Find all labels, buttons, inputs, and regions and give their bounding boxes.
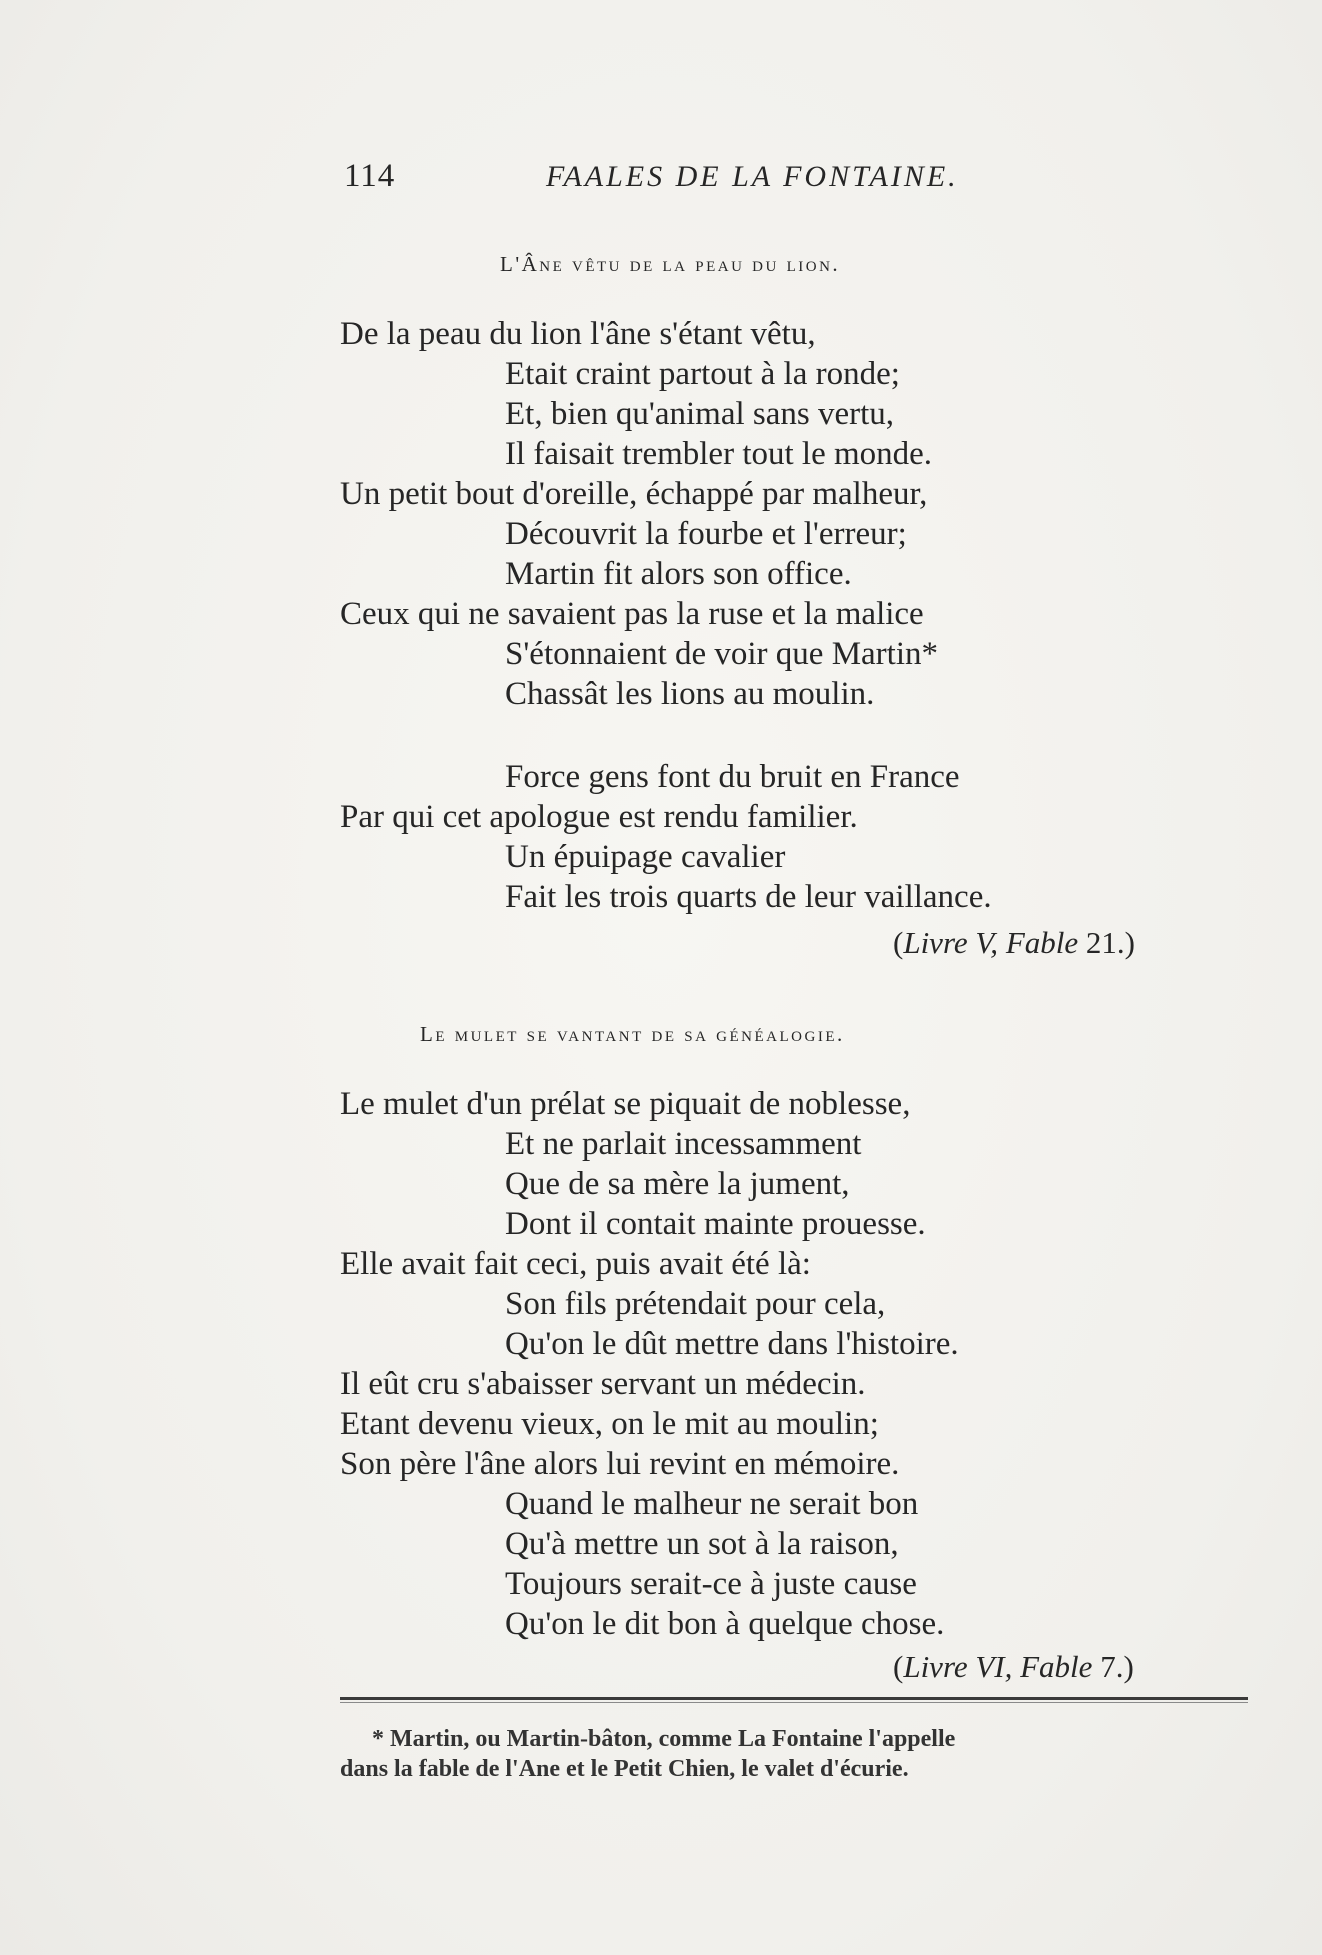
verse-line: Il eût cru s'abaisser servant un médecin. <box>340 1366 866 1402</box>
verse-line: Ceux qui ne savaient pas la ruse et la malice <box>340 596 924 632</box>
verse-line: Il faisait trembler tout le monde. <box>505 436 933 472</box>
verse-line: Qu'on le dit bon à quelque chose. <box>505 1606 945 1642</box>
ref-number: 21. <box>1085 925 1125 960</box>
fable-title-1: L'Âne vêtu de la peau du lion. <box>500 252 841 276</box>
verse-line: Et, bien qu'animal sans vertu, <box>505 396 895 432</box>
fable-title-2: Le mulet se vantant de sa généalogie. <box>420 1022 845 1046</box>
verse-line: S'étonnaient de voir que Martin* <box>505 636 939 672</box>
verse-line: Chassât les lions au moulin. <box>505 676 875 712</box>
page-header <box>344 158 1244 208</box>
footnote-rule-thin <box>340 1702 1248 1703</box>
verse-line: De la peau du lion l'âne s'étant vêtu, <box>340 316 816 352</box>
verse-line: Elle avait fait ceci, puis avait été là: <box>340 1246 811 1282</box>
verse-line: Et ne parlait incessamment <box>505 1126 862 1162</box>
verse-line: Un épuipage cavalier <box>505 839 786 875</box>
verse-line: Etait craint partout à la ronde; <box>505 356 900 392</box>
verse-line: Par qui cet apologue est rendu familier. <box>340 799 858 835</box>
verse-line: Qu'à mettre un sot à la raison, <box>505 1526 899 1562</box>
verse-line: Le mulet d'un prélat se piquait de noblesse, <box>340 1086 911 1122</box>
verse-line: Toujours serait-ce à juste cause <box>505 1566 917 1602</box>
verse-line: Que de sa mère la jument, <box>505 1166 850 1202</box>
page-number: 114 <box>344 158 396 194</box>
running-title: FAALES DE LA FONTAINE. <box>546 160 959 193</box>
ref-book: Livre V, <box>903 925 999 960</box>
footnote-line-2: dans la fable de l'Ane et le Petit Chien, le valet d'écurie. <box>340 1756 909 1782</box>
verse-line: Etant devenu vieux, on le mit au moulin; <box>340 1406 879 1442</box>
verse-line: Son père l'âne alors lui revint en mémoire. <box>340 1446 900 1482</box>
ref-fable: Fable <box>1020 1649 1093 1684</box>
verse-line: Martin fit alors son office. <box>505 556 852 592</box>
verse-line: Qu'on le dût mettre dans l'histoire. <box>505 1326 959 1362</box>
verse-line: Quand le malheur ne serait bon <box>505 1486 919 1522</box>
verse-line: Dont il contait mainte prouesse. <box>505 1206 926 1242</box>
verse-line: Fait les trois quarts de leur vaillance. <box>505 879 992 915</box>
fable-reference-1: (Livre V, Fable 21.) <box>893 925 1135 960</box>
verse-line: Son fils prétendait pour cela, <box>505 1286 886 1322</box>
ref-book: Livre VI, <box>903 1649 1013 1684</box>
ref-fable: Fable <box>1005 925 1079 960</box>
ref-number: 7. <box>1100 1649 1124 1684</box>
footnote-line-1: * Martin, ou Martin-bâton, comme La Fontaine l'appelle <box>372 1726 956 1752</box>
fable-reference-2: (Livre VI, Fable 7.) <box>893 1649 1134 1684</box>
verse-line: Découvrit la fourbe et l'erreur; <box>505 516 907 552</box>
footnote-rule <box>340 1697 1248 1700</box>
verse-line: Force gens font du bruit en France <box>505 759 960 795</box>
verse-line: Un petit bout d'oreille, échappé par malheur, <box>340 476 928 512</box>
